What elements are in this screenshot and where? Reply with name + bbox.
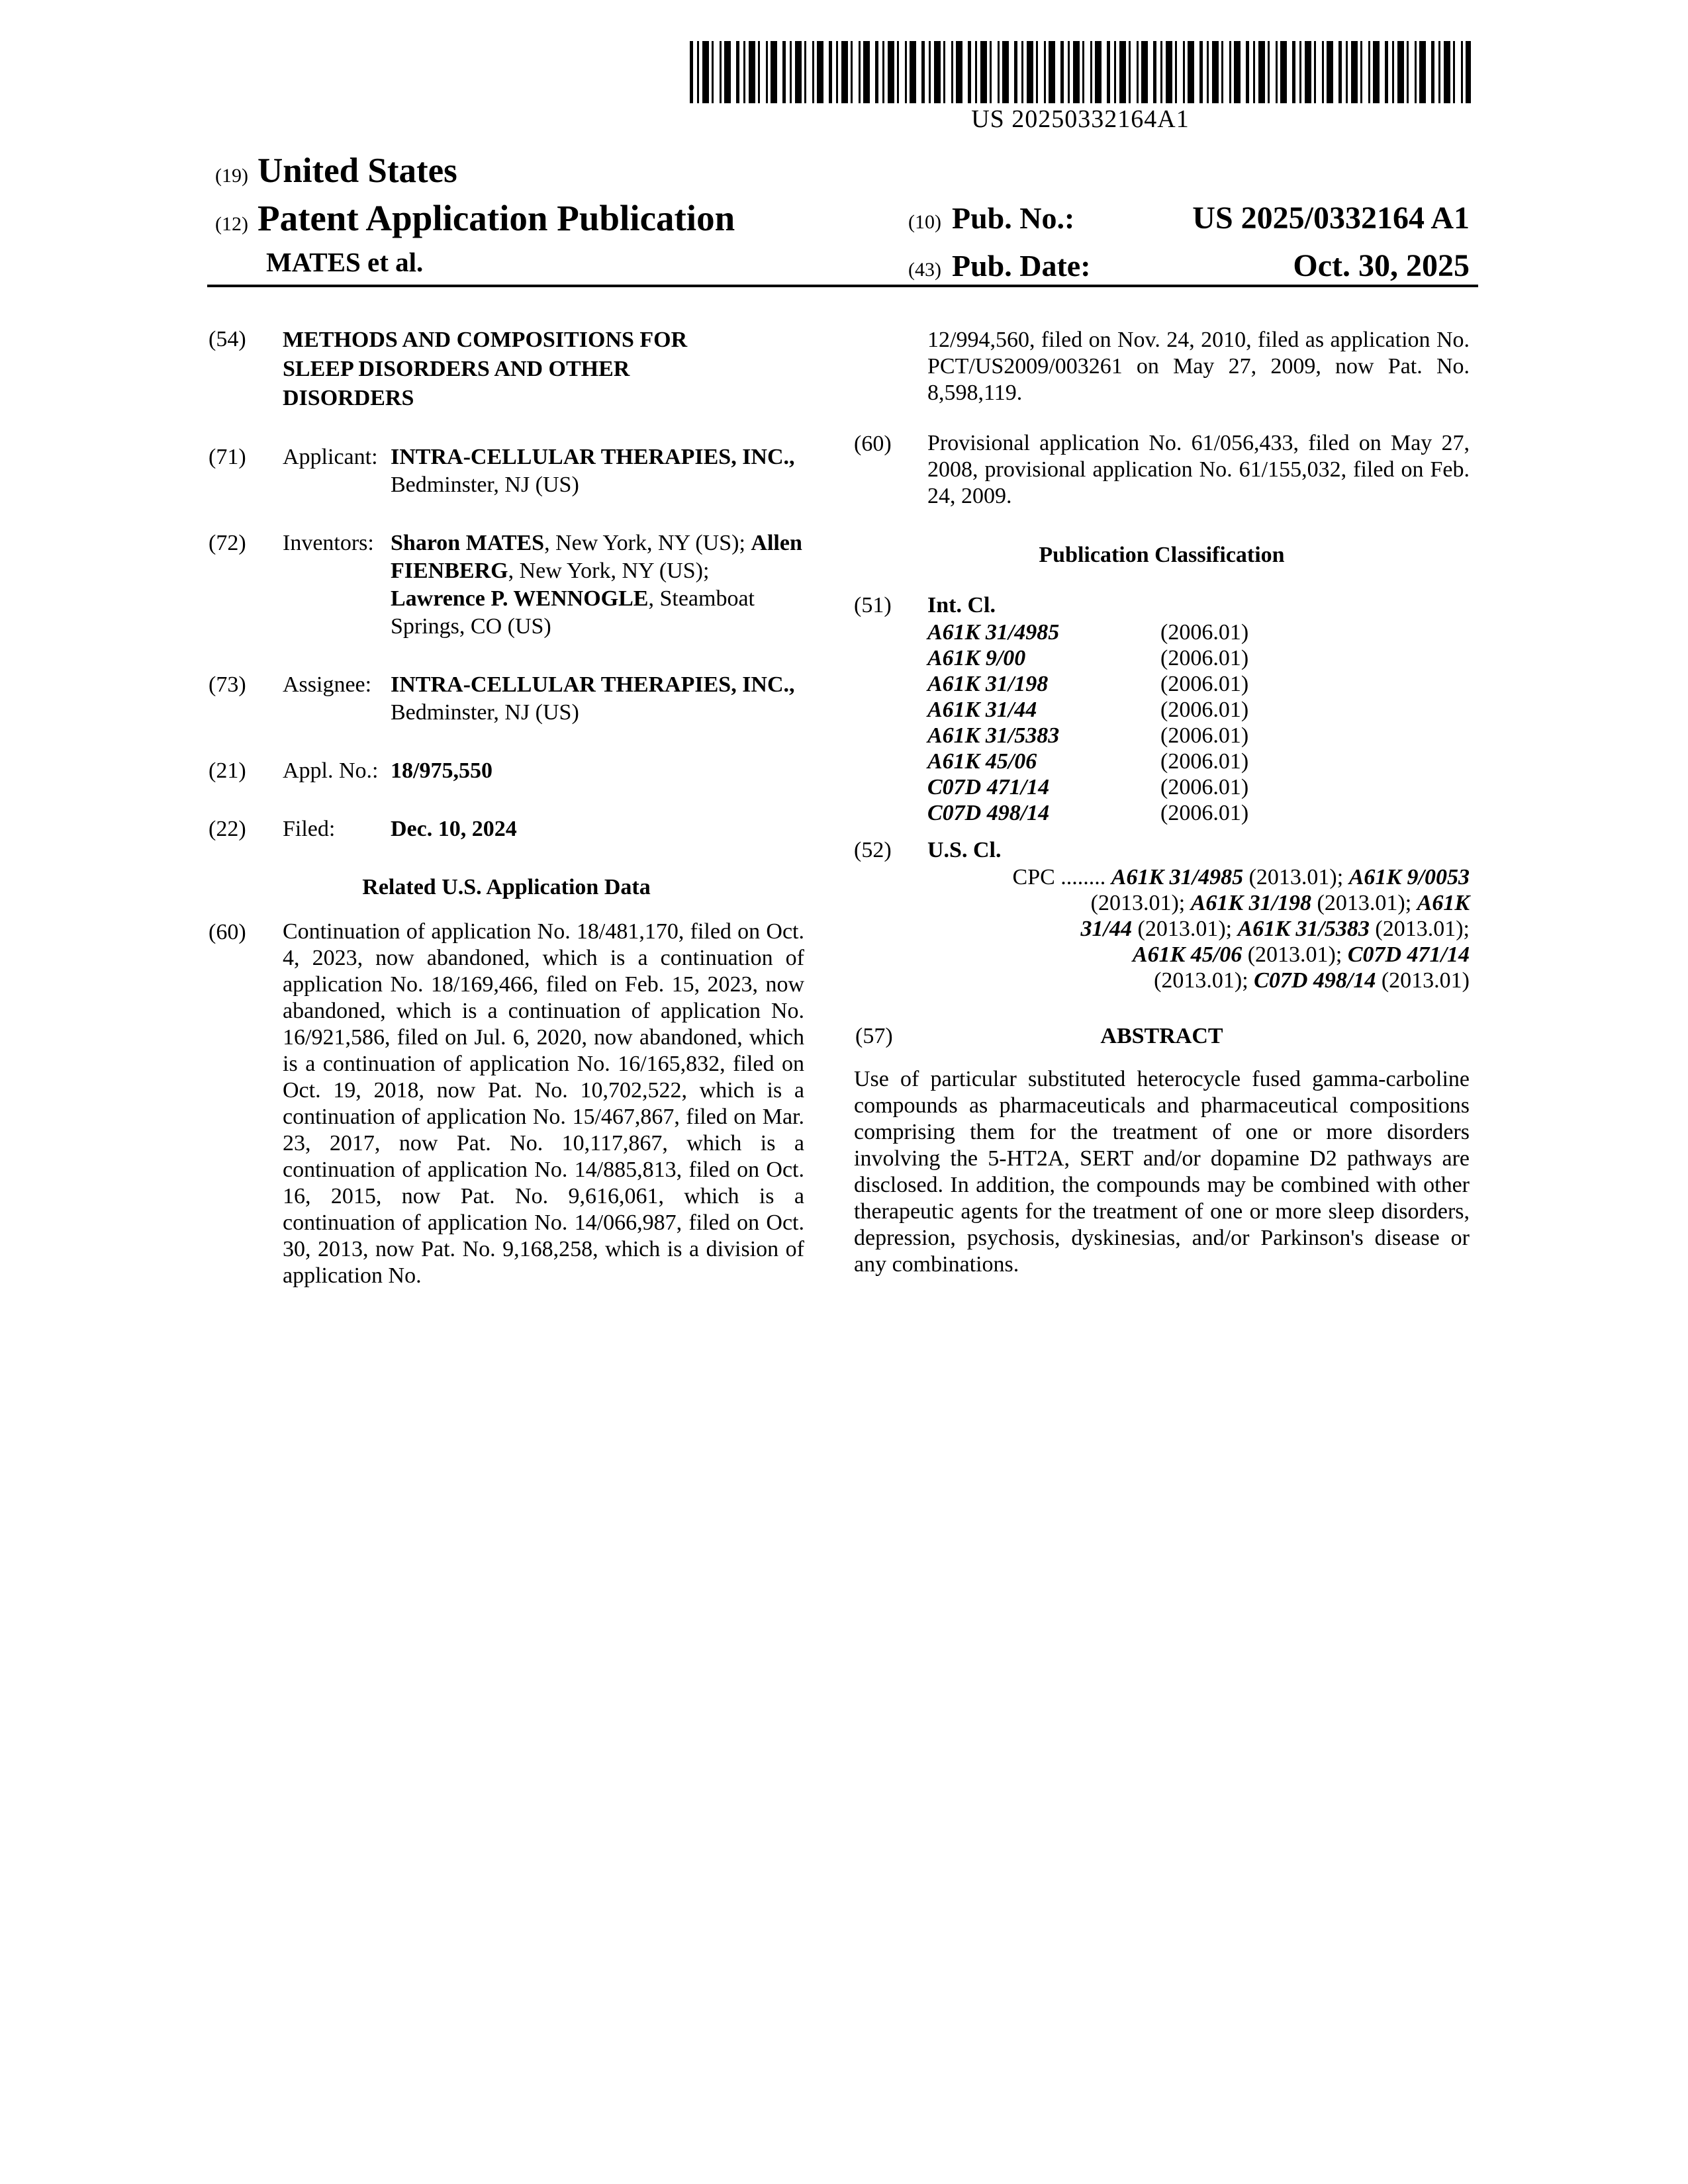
int-cl-row (927, 697, 1470, 723)
appl-no-section (209, 757, 804, 785)
assignee-value (391, 671, 804, 727)
field-12-num: (12) (215, 213, 248, 235)
doc-type: Patent Application Publication (257, 198, 735, 238)
cpc-line: (2013.01); A61K 31/198 (2013.01); A61K (1090, 891, 1470, 915)
inventors-section (209, 529, 804, 641)
int-cl-version: (2006.01) (1160, 698, 1249, 722)
pub-date-row (908, 248, 1470, 284)
int-cl-row (927, 800, 1470, 826)
related-data-section (209, 919, 804, 1289)
field-57-num: (57) (855, 1024, 893, 1048)
field-21-num: (21) (209, 758, 246, 783)
field-60-num-right: (60) (854, 432, 892, 456)
author-line: MATES et al. (266, 247, 424, 277)
us-cl-label: U.S. Cl. (927, 838, 1002, 862)
int-cl-code: A61K 31/4985 (927, 620, 1060, 645)
int-cl-row (927, 619, 1470, 645)
int-cl-list (927, 619, 1470, 826)
applicant-label: Applicant: (283, 445, 378, 469)
field-60-num: (60) (209, 920, 246, 944)
country-row (215, 151, 457, 191)
int-cl-row (927, 749, 1470, 774)
cpc-block (927, 864, 1470, 993)
int-cl-row (927, 723, 1470, 749)
int-cl-row (927, 671, 1470, 697)
publication-classification-heading: Publication Classification (1039, 543, 1285, 567)
related-data-text: Continuation of application No. 18/481,170, filed on Oct. 4, 2023, now abandoned, which is a continuation of application No. 18/169,466, filed on Feb. 15, 2023, now abandoned, which is a continuation of application No. 16/921,586, filed on Jul. 6, 2020, now abandoned, which is a continuation of application No. 16/165,832, filed on Oct. 19, 2018, now Pat. No. 10,702,522, which is a continuation of application No. 15/467,867, filed on Mar. 23, 2017, now Pat. No. 10,117,867, which is a continuation of application No. 14/885,813, filed on Oct. 16, 2015, now Pat. No. 9,616,061, which is a continuation of application No. 14/066,987, filed on Oct. 30, 2013, now Pat. No. 9,168,258, which is a division of application No. (283, 919, 804, 1288)
applicant-location: Bedminster, NJ (US) (391, 473, 579, 497)
inventor-name: Sharon MATES (391, 531, 545, 555)
us-cl-section (854, 837, 1470, 864)
field-43-num: (43) (908, 259, 941, 281)
applicant-section (209, 443, 804, 499)
int-cl-version: (2006.01) (1160, 775, 1249, 799)
cpc-line: A61K 45/06 (2013.01); C07D 471/14 (1132, 942, 1470, 967)
inventor-location: , Steamboat Springs, CO (US) (391, 586, 755, 639)
right-column (854, 326, 1470, 1278)
inventors-value (391, 529, 804, 641)
filed-label: Filed: (283, 817, 336, 841)
int-cl-row (927, 774, 1470, 800)
int-cl-version: (2006.01) (1160, 672, 1249, 696)
field-52-num: (52) (854, 838, 892, 862)
invention-title: METHODS AND COMPOSITIONS FOR SLEEP DISORDERS AND OTHER DISORDERS (283, 328, 688, 410)
int-cl-version: (2006.01) (1160, 749, 1249, 774)
assignee-name: INTRA-CELLULAR THERAPIES, INC., (391, 672, 795, 697)
assignee-label: Assignee: (283, 672, 372, 697)
pub-no-row (908, 200, 1470, 236)
int-cl-version: (2006.01) (1160, 723, 1249, 748)
provisional-text: Provisional application No. 61/056,433, filed on May 27, 2008, provisional application No. 61/155,032, filed on Feb. 24, 2009. (927, 431, 1470, 508)
int-cl-code: C07D 471/14 (927, 775, 1050, 799)
appl-no-label: Appl. No.: (283, 758, 379, 783)
int-cl-code: C07D 498/14 (927, 801, 1050, 825)
field-54-num: (54) (209, 327, 246, 351)
int-cl-row (927, 645, 1470, 671)
inventor-name: Allen FIENBERG (391, 531, 802, 583)
left-column (209, 326, 804, 1289)
cpc-line: CPC ........ A61K 31/4985 (2013.01); A61K 9/0053 (1012, 865, 1470, 889)
int-cl-section (854, 592, 1470, 619)
pub-no-label: Pub. No.: (951, 201, 1075, 235)
abstract-heading: ABSTRACT (1100, 1024, 1223, 1048)
int-cl-code: A61K 31/5383 (927, 723, 1060, 748)
field-73-num: (73) (209, 672, 246, 697)
header-rule (207, 285, 1478, 287)
assignee-section (209, 671, 804, 727)
inventors-label: Inventors: (283, 531, 374, 555)
inventor-location: , New York, NY (US); (508, 559, 710, 583)
field-19-num: (19) (215, 165, 248, 187)
field-51-num: (51) (854, 593, 892, 617)
appl-no-value: 18/975,550 (391, 758, 492, 783)
int-cl-version: (2006.01) (1160, 646, 1249, 670)
applicant-value (391, 443, 804, 499)
int-cl-code: A61K 45/06 (927, 749, 1037, 774)
title-section (209, 326, 804, 413)
int-cl-code: A61K 9/00 (927, 646, 1026, 670)
int-cl-label: Int. Cl. (927, 593, 996, 617)
barcode (690, 41, 1471, 103)
pub-date-label: Pub. Date: (951, 249, 1091, 283)
doc-type-row (215, 197, 735, 239)
filed-value: Dec. 10, 2024 (391, 817, 517, 841)
related-data-heading: Related U.S. Application Data (362, 875, 651, 899)
int-cl-code: A61K 31/198 (927, 672, 1049, 696)
assignee-location: Bedminster, NJ (US) (391, 700, 579, 725)
abstract-paragraph: Use of particular substituted heterocycle fused gamma-carboline compounds as pharmaceuticals and pharmaceutical compositions comprising them for the treatment of one or more disorders involving the 5-HT2A, SERT and/or dopamine D2 pathways are disclosed. In addition, the compounds may be combined with other therapeutic agents for the treatment of one or more sleep disorders, depression, psychosis, dyskinesias, and/or Parkinson's disease or any combinations. (854, 1067, 1470, 1277)
field-71-num: (71) (209, 445, 246, 469)
int-cl-version: (2006.01) (1160, 801, 1249, 825)
provisional-section (854, 430, 1470, 510)
inventor-location: , New York, NY (US); (544, 531, 751, 555)
pub-date-value: Oct. 30, 2025 (1293, 248, 1470, 283)
cpc-line: (2013.01); C07D 498/14 (2013.01) (1154, 968, 1470, 993)
applicant-name: INTRA-CELLULAR THERAPIES, INC., (391, 445, 795, 469)
related-continuation-paragraph: 12/994,560, filed on Nov. 24, 2010, filed as application No. PCT/US2009/003261 on May 27, 2009, now Pat. No. 8,598,119. (927, 328, 1470, 405)
int-cl-code: A61K 31/44 (927, 698, 1037, 722)
int-cl-version: (2006.01) (1160, 620, 1249, 645)
country-name: United States (257, 152, 457, 190)
field-72-num: (72) (209, 531, 246, 555)
barcode-number: US 20250332164A1 (971, 105, 1190, 133)
pub-no-value: US 2025/0332164 A1 (1192, 201, 1470, 236)
inventor-name: Lawrence P. WENNOGLE (391, 586, 649, 611)
cpc-line: 31/44 (2013.01); A61K 31/5383 (2013.01); (1080, 917, 1470, 941)
abstract-heading-row (854, 1023, 1470, 1050)
filed-section (209, 815, 804, 843)
field-22-num: (22) (209, 817, 246, 841)
field-10-num: (10) (908, 211, 941, 233)
